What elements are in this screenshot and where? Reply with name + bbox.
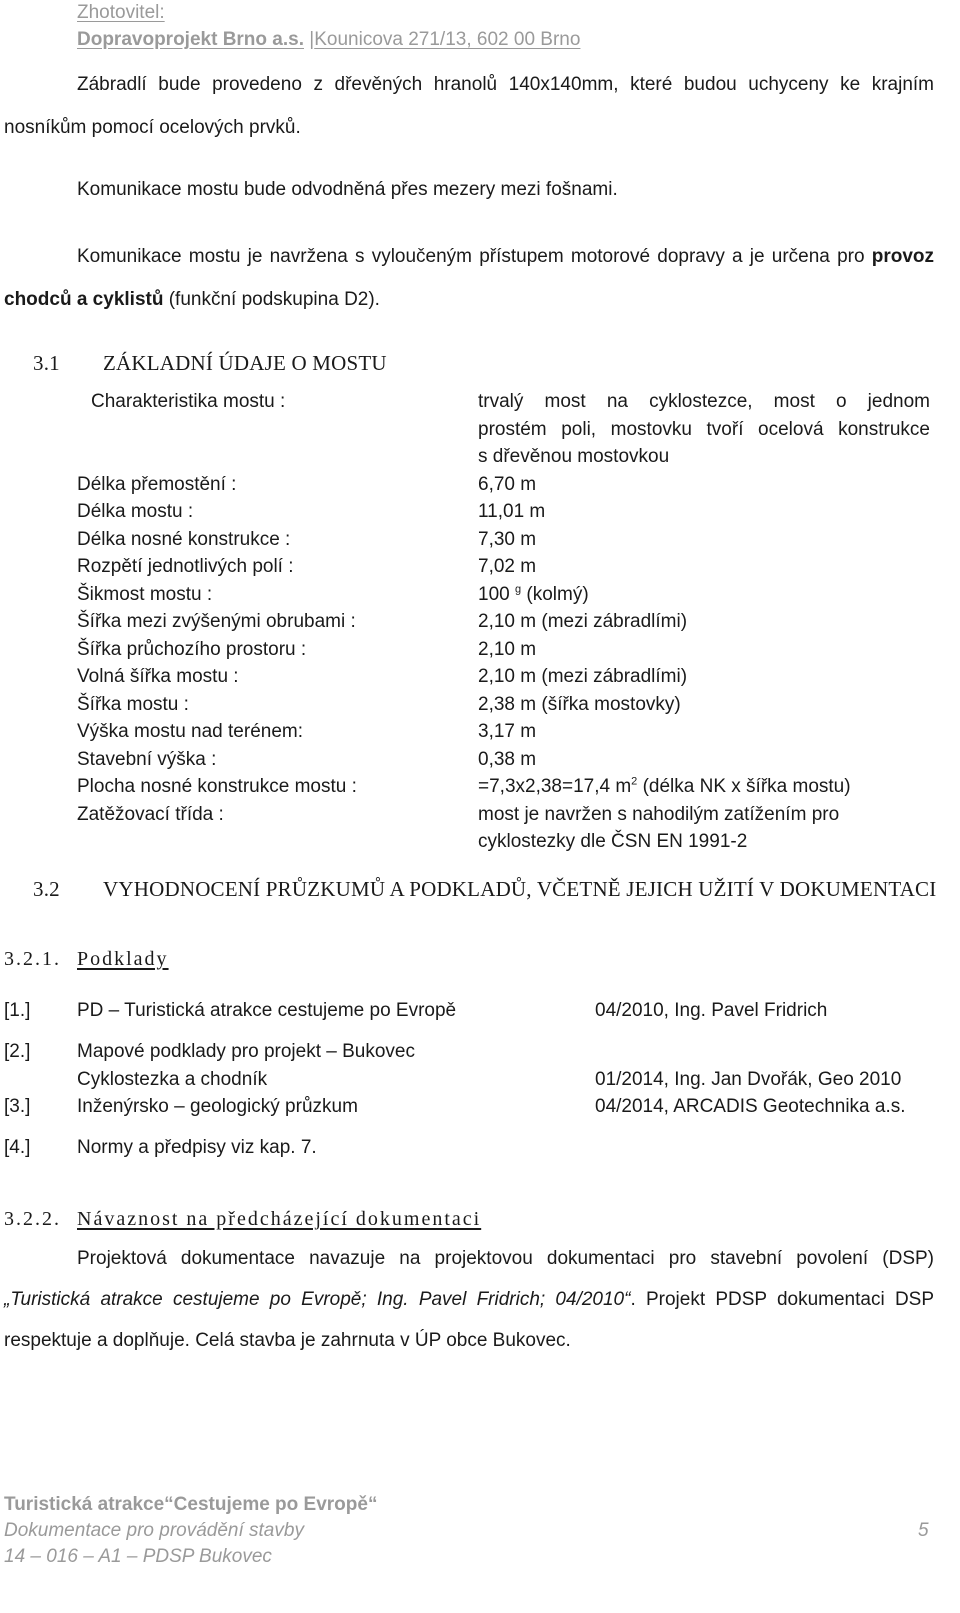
param-label: Plocha nosné konstrukce mostu : — [77, 776, 357, 797]
footer-document-type: Dokumentace pro provádění stavby — [4, 1520, 304, 1541]
reference-title: Normy a předpisy viz kap. 7. — [77, 1137, 317, 1158]
header-company-line — [77, 29, 580, 51]
section-3-1-number: 3.1 — [33, 351, 60, 375]
skew-note: (kolmý) — [521, 584, 589, 605]
param-value-area — [478, 776, 851, 798]
param-label: Délka mostu : — [77, 501, 194, 522]
param-label: Rozpětí jednotlivých polí : — [77, 556, 294, 577]
page-number: 5 — [918, 1520, 929, 1541]
section-3-2-title: VYHODNOCENÍ PRŮZKUMŮ A PODKLADŮ, VČETNĚ JEJICH UŽITÍ V DOKUMENTACI — [103, 877, 937, 901]
continuity-text-end: DSP respektuje a doplňuje. Celá stavba je zahrnuta v ÚP obce Bukovec. — [4, 1289, 935, 1351]
param-value: 11,01 m — [478, 501, 546, 522]
param-value-skew — [478, 584, 589, 606]
param-value: 2,10 m (mezi zábradlími) — [478, 611, 688, 632]
reference-number: [2.] — [4, 1041, 31, 1062]
intro-traffic-text: Komunikace mostu je navržena s vyloučeným přístupem motorové dopravy a je určena pro — [77, 246, 865, 267]
param-label: Délka přemostění : — [77, 474, 237, 495]
reference-title: PD – Turistická atrakce cestujeme po Evropě — [77, 1000, 457, 1021]
skew-value: 100 — [478, 584, 510, 605]
param-label: Stavební výška : — [77, 749, 217, 770]
reference-number: [1.] — [4, 1000, 31, 1021]
param-value: 2,10 m (mezi zábradlími) — [478, 666, 688, 687]
area-unit-exponent: 2 — [631, 775, 638, 788]
bridge-characteristic-label: Charakteristika mostu : — [91, 391, 286, 412]
grad-unit: g — [514, 583, 522, 596]
param-label: Šířka mostu : — [77, 694, 189, 715]
area-note: (délka NK x šířka mostu) — [637, 776, 851, 797]
param-label: Šířka mezi zvýšenými obrubami : — [77, 611, 356, 632]
reference-number: [3.] — [4, 1096, 31, 1117]
param-label: Délka nosné konstrukce : — [77, 529, 291, 550]
area-value: =7,3x2,38=17,4 m — [478, 776, 632, 797]
section-3-2-2-number: 3.2.2. — [4, 1208, 61, 1230]
bridge-characteristic-value-1: trvalý most na cyklostezce, most o jednom — [478, 391, 930, 412]
footer-project-name: Turistická atrakce“Cestujeme po Evropě“ — [4, 1494, 378, 1515]
reference-title: Mapové podklady pro projekt – Bukovec — [77, 1041, 415, 1062]
reference-meta: 04/2010, Ing. Pavel Fridrich — [595, 1000, 828, 1021]
param-value: 7,02 m — [478, 556, 537, 577]
continuity-text-mid: . Projekt PDSP dokumentaci — [630, 1289, 885, 1310]
continuity-paragraph — [4, 1238, 934, 1361]
section-3-1-title: ZÁKLADNÍ ÚDAJE O MOSTU — [103, 351, 387, 375]
section-3-2-1-title: Podklady — [77, 948, 169, 970]
param-value: 3,17 m — [478, 721, 537, 742]
header-contractor-label: Zhotovitel: — [77, 2, 165, 23]
bridge-characteristic-value-2: prostém poli, mostovku tvoří ocelová konstrukce — [478, 419, 930, 440]
param-label: Šířka průchozího prostoru : — [77, 639, 307, 660]
param-value: 2,10 m — [478, 639, 537, 660]
param-value: 6,70 m — [478, 474, 537, 495]
intro-traffic-end: (funkční podskupina D2). — [163, 289, 380, 310]
footer-document-code: 14 – 016 – A1 – PDSP Bukovec — [4, 1546, 272, 1567]
section-3-2-number: 3.2 — [33, 877, 60, 901]
header-address: Kounicova 271/13, 602 00 Brno — [314, 29, 581, 50]
reference-title: Inženýrsko – geologický průzkum — [77, 1096, 358, 1117]
reference-meta: 01/2014, Ing. Jan Dvořák, Geo 2010 — [595, 1069, 902, 1090]
previous-documentation-citation: „Turistická atrakce cestujeme po Evropě; Ing. Pavel Fridrich; 04/2010“ — [4, 1289, 631, 1310]
header-company: Dopravoprojekt Brno a.s. — [77, 29, 304, 50]
header-separator: | — [309, 29, 315, 50]
param-value: 2,38 m (šířka mostovky) — [478, 694, 681, 715]
param-label: Šikmost mostu : — [77, 584, 213, 605]
intro-paragraph-railing: Zábradlí bude provedeno z dřevěných hranolů 140x140mm, které budou uchyceny ke krajním nosníkům pomocí ocelových prvků. — [4, 74, 934, 138]
intro-paragraph-traffic — [4, 235, 934, 321]
param-value-continued: cyklostezky dle ČSN EN 1991-2 — [478, 831, 748, 852]
intro-paragraph-drainage: Komunikace mostu bude odvodněná přes mezery mezi fošnami. — [77, 179, 618, 200]
param-value: most je navržen s nahodilým zatížením pro — [478, 804, 840, 825]
param-label: Volná šířka mostu : — [77, 666, 239, 687]
section-3-2-2-title: Návaznost na předcházející dokumentaci — [77, 1208, 482, 1230]
param-label: Výška mostu nad terénem: — [77, 721, 303, 742]
param-value: 7,30 m — [478, 529, 537, 550]
section-3-2-1-number: 3.2.1. — [4, 948, 61, 970]
reference-number: [4.] — [4, 1137, 31, 1158]
bridge-characteristic-value-3: s dřevěnou mostovkou — [478, 446, 670, 467]
reference-meta: 04/2014, ARCADIS Geotechnika a.s. — [595, 1096, 906, 1117]
param-label: Zatěžovací třída : — [77, 804, 224, 825]
reference-title-continued: Cyklostezka a chodník — [77, 1069, 268, 1090]
param-value: 0,38 m — [478, 749, 537, 770]
continuity-text-start: Projektová dokumentace navazuje na projektovou dokumentaci pro stavební povolení (DSP) — [77, 1248, 934, 1269]
intro-traffic-bold: provoz chodců a cyklistů — [4, 246, 935, 310]
